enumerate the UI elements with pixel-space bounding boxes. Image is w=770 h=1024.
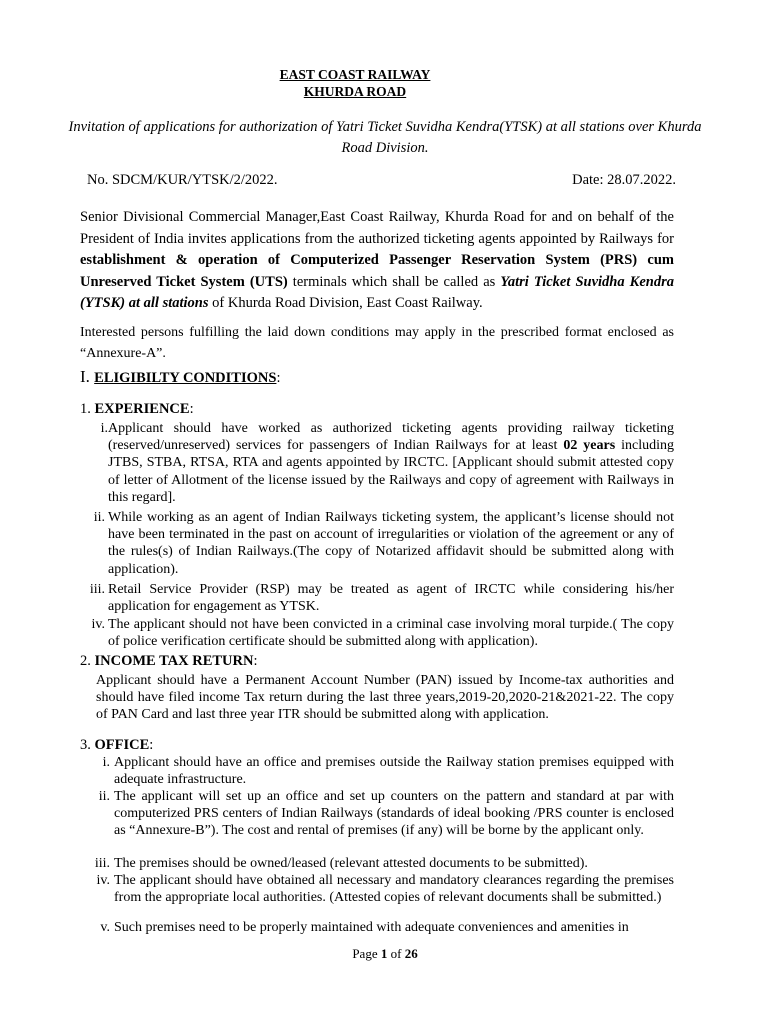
intro-bold-italic-text: Yatri Ticket Suvidha Kendra (YTSK) at all stations xyxy=(80,273,674,311)
list-marker: iv. xyxy=(96,873,110,888)
intro-bold-text: establishment & operation of Computerized Passenger Reservation System (PRS) cum Unreserved Ticket System (UTS) xyxy=(80,252,674,290)
list-marker: iii. xyxy=(94,856,110,871)
list-marker: ii. xyxy=(93,510,105,525)
list-marker: i. xyxy=(100,421,108,436)
list-marker: iv. xyxy=(91,617,105,632)
list-item: The applicant will set up an office and set up counters on the pattern and standard at par with computerized PRS centers of Indian Railways (standards of ideal booking /PRS counter is enclosed as “Annexure-B”). The cost and rental of premises (if any) will be borne by the applicant only. xyxy=(114,789,674,839)
section-heading-eligibility: I. ELIGIBILTY CONDITIONS: xyxy=(80,367,281,386)
list-marker: ii. xyxy=(98,789,110,804)
division-title: KHURDA ROAD xyxy=(303,84,407,99)
list-marker: i. xyxy=(102,755,110,770)
org-title: EAST COAST RAILWAY xyxy=(279,67,431,82)
subsection-office: 3. OFFICE: xyxy=(80,737,154,753)
interested-paragraph: Interested persons fulfilling the laid down conditions may apply in the prescribed format enclosed as “Annexure-A”. xyxy=(80,325,674,361)
intro-paragraph: Senior Divisional Commercial Manager,East Coast Railway, Khurda Road for and on behalf of the President of India invites applications from the authorized ticketing agents appointed by Railways for establishment & operation of Computerized Passenger Reservation System (PRS) cum Unreserved Ticket System (UTS) terminals which shall be called as Yatri Ticket Suvidha Kendra (YTSK) at all stations of Khurda Road Division, East Coast Railway. xyxy=(80,209,674,311)
document-date: Date: 28.07.2022. xyxy=(572,172,676,188)
list-item: Applicant should have worked as authorized ticketing agents providing railway ticketing (reserved/unreserved) services for passengers of Indian Railways for at least 02 years including JTBS, STBA, RTSA, RTA and agents appointed by IRCTC. [Applicant should submit attested copy of letter of Allotment of the license issued by the Railways and copy of agreement with Railways in this regard]. xyxy=(108,421,674,505)
list-item: Such premises need to be properly maintained with adequate conveniences and amenities in xyxy=(114,920,629,935)
list-item: While working as an agent of Indian Railways ticketing system, the applicant’s license should not have been terminated in the past on account of irregularities or violation of the agreement or any of the rules(s) of Indian Railways.(The copy of Notarized affidavit should be submitted along with application). xyxy=(108,510,674,577)
page-number: Page 1 of 26 xyxy=(352,946,418,961)
subsection-income-tax: 2. INCOME TAX RETURN: xyxy=(80,653,258,669)
list-item: Retail Service Provider (RSP) may be treated as agent of IRCTC while considering his/her application for engagement as YTSK. xyxy=(108,582,674,615)
list-item: Applicant should have an office and premises outside the Railway station premises equipped with adequate infrastructure. xyxy=(114,755,674,788)
subsection-experience: 1. EXPERIENCE: xyxy=(80,401,194,417)
list-item: The applicant should not have been convicted in a criminal case involving moral turpide.( The copy of police verification certificate should be submitted along with application). xyxy=(108,617,674,650)
list-marker: v. xyxy=(100,920,110,935)
list-item: The applicant should have obtained all necessary and mandatory clearances regarding the premises from the appropriate local authorities. (Attested copies of relevant documents shall be submitted.) xyxy=(114,873,674,906)
income-tax-text: Applicant should have a Permanent Account Number (PAN) issued by Income-tax authorities and should have filed income Tax return during the last three years,2019-20,2020-21&2021-22. The copy of PAN Card and last three year ITR should be submitted along with application. xyxy=(96,673,674,723)
list-item: The premises should be owned/leased (relevant attested documents to be submitted). xyxy=(114,856,588,871)
document-subtitle: Invitation of applications for authorization of Yatri Ticket Suvidha Kendra(YTSK) at all stations over Khurda Road Division. xyxy=(68,119,702,156)
list-marker: iii. xyxy=(89,582,105,597)
reference-number: No. SDCM/KUR/YTSK/2/2022. xyxy=(87,172,278,188)
